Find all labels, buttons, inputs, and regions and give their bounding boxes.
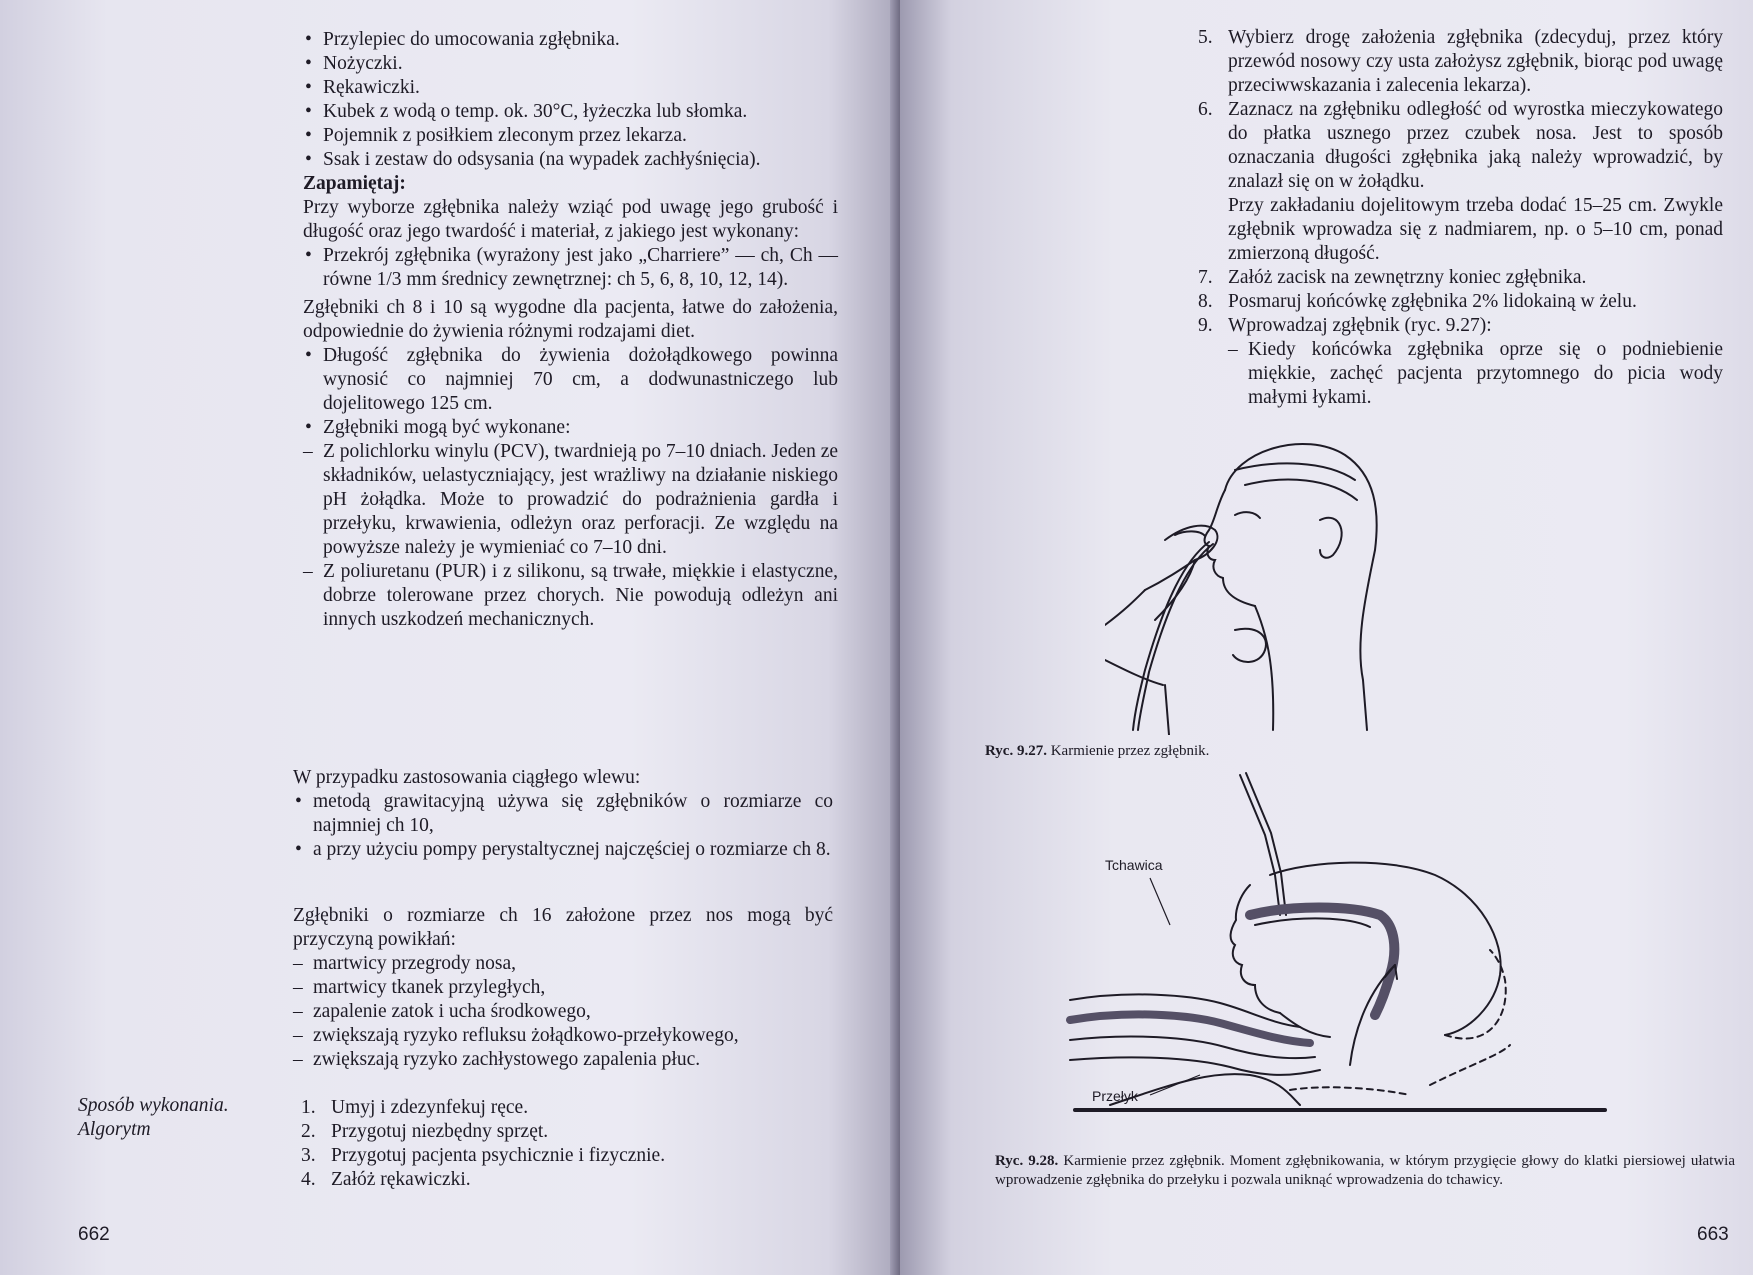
list-item: 6. Zaznacz na zgłębniku odległość od wyrostka mieczykowatego do płatka usznego przez czubek nosa. Jest to sposób oznaczania długości zgłębnika jaką należy wprowadzić, by znalazł się on w żołądku.	[1198, 99, 1723, 192]
steps-continued	[1198, 26, 1723, 410]
list-item: • Ssak i zestaw do odsysania (na wypadek zachłyśnięcia).	[303, 148, 833, 172]
list-item: – martwicy tkanek przyległych,	[293, 976, 833, 1000]
list-item: – martwicy przegrody nosa,	[293, 952, 833, 976]
remember-heading: Zapamiętaj:	[303, 173, 406, 194]
list-item: – zapalenie zatok i ucha środkowego,	[293, 1000, 833, 1024]
right-page	[900, 0, 1753, 1275]
bullet-caliber-cont: Zgłębniki ch 8 i 10 są wygodne dla pacjenta, łatwe do założenia, odpowiednie do żywienia różnymi rodzajami diet.	[303, 297, 838, 342]
list-item: • Pojemnik z posiłkiem zleconym przez lekarza.	[303, 124, 833, 148]
remember-intro: Przy wyborze zgłębnika należy wziąć pod uwagę jego grubość i długość oraz jego twardość i materiał, z jakiego jest wykonany:	[303, 197, 838, 242]
side-label-algorithm: Algorytm	[78, 1119, 151, 1140]
list-item: 2. Przygotuj niezbędny sprzęt.	[301, 1121, 549, 1142]
step-9-sub: – Kiedy końcówka zgłębnika oprze się o podniebienie miękkie, zachęć pacjenta przytomnego do picia wody małymi łykami.	[1228, 338, 1723, 410]
list-item: 3. Przygotuj pacjenta psychicznie i fizycznie.	[301, 1145, 666, 1166]
side-label	[78, 1094, 278, 1142]
list-item: 8. Posmaruj końcówkę zgłębnika 2% lidokainą w żelu.	[1198, 291, 1637, 312]
list-item: 9. Wprowadzaj zgłębnik (ryc. 9.27):	[1198, 315, 1492, 336]
drip-section	[293, 766, 833, 862]
complications-section	[293, 904, 833, 1072]
figure-28-caption: Ryc. 9.28. Karmienie przez zgłębnik. Moment zgłębnikowania, w którym przygięcie głowy do klatki piersiowej ułatwia wprowadzenie zgłębnika do przełyku i pozwala uniknąć wprowadzenia do tchawicy.	[995, 1153, 1736, 1188]
label-esophagus: Przełyk	[1092, 1088, 1138, 1104]
list-item: • Przylepiec do umocowania zgłębnika.	[303, 28, 833, 52]
remember-section	[303, 172, 838, 632]
list-item: • Rękawiczki.	[303, 76, 833, 100]
bullet-caliber: • Przekrój zgłębnika (wyrażony jest jako „Charriere” — ch, Ch — równe 1/3 mm średnicy zewnętrznej: ch 5, 6, 8, 10, 12, 14).	[303, 244, 838, 292]
list-item: • Kubek z wodą o temp. ok. 30°C, łyżeczka lub słomka.	[303, 100, 833, 124]
step-6-cont: Przy zakładaniu dojelitowym trzeba dodać 15–25 cm. Zwykle zgłębnik wprowadza się z nadmiarem, np. o 5–10 cm, ponad zmierzoną długość.	[1228, 195, 1723, 264]
drip-intro: W przypadku zastosowania ciągłego wlewu:	[293, 767, 641, 788]
material-pcv: – Z polichlorku winylu (PCV), twardnieją po 7–10 dniach. Jeden ze składników, uelastyczniający, jest wrażliwy na działanie niskiego pH żołądka. Może to prowadzić do podrażnienia gardła i przełyku, krwawienia, odleżyn oraz perforacji. Ze względu na powyższe należy je wymieniać co 7–10 dni.	[303, 440, 838, 560]
figure-feeding-tube-head	[1105, 430, 1425, 735]
material-pur: – Z poliuretanu (PUR) i z silikonu, są trwałe, miękkie i elastyczne, dobrze tolerowane przez chorych. Nie powodują odleżyn ani innych uszkodzeń mechanicznych.	[303, 560, 838, 632]
steps-list	[301, 1096, 841, 1192]
page-number-left: 662	[78, 1224, 110, 1245]
page-number-right: 663	[1697, 1224, 1729, 1245]
list-item: 5. Wybierz drogę założenia zgłębnika (zdecyduj, przez który przewód nosowy czy usta założysz zgłębnik, biorąc pod uwagę przeciwwskazania i zalecenia lekarza).	[1198, 27, 1723, 96]
complications-intro: Zgłębniki o rozmiarze ch 16 założone przez nos mogą być przyczyną powikłań:	[293, 905, 833, 950]
bullet-length: • Długość zgłębnika do żywienia dożołądkowego powinna wynosić co najmniej 70 cm, a dodwunastniczego lub dojelitowego 125 cm.	[303, 344, 838, 416]
label-trachea: Tchawica	[1105, 857, 1163, 873]
list-item: 7. Załóż zacisk na zewnętrzny koniec zgłębnika.	[1198, 267, 1587, 288]
list-item: • a przy użyciu pompy perystaltycznej najczęściej o rozmiarze ch 8.	[293, 838, 833, 862]
figure-27-caption: Ryc. 9.27. Karmienie przez zgłębnik.	[985, 743, 1210, 759]
list-item: – zwiększają ryzyko zachłystowego zapalenia płuc.	[293, 1048, 833, 1072]
list-item: • metodą grawitacyjną używa się zgłębników o rozmiarze co najmniej ch 10,	[293, 790, 833, 838]
list-item: • Nożyczki.	[303, 52, 833, 76]
equipment-list	[303, 28, 833, 172]
bullet-material: • Zgłębniki mogą być wykonane:	[303, 416, 838, 440]
figure-intubation-cross-section	[1050, 765, 1630, 1145]
side-label-method: Sposób wykonania.	[78, 1095, 229, 1116]
list-item: 4. Załóż rękawiczki.	[301, 1169, 471, 1190]
list-item: – zwiększają ryzyko refluksu żołądkowo-przełykowego,	[293, 1024, 833, 1048]
list-item: 1. Umyj i zdezynfekuj ręce.	[301, 1097, 529, 1118]
